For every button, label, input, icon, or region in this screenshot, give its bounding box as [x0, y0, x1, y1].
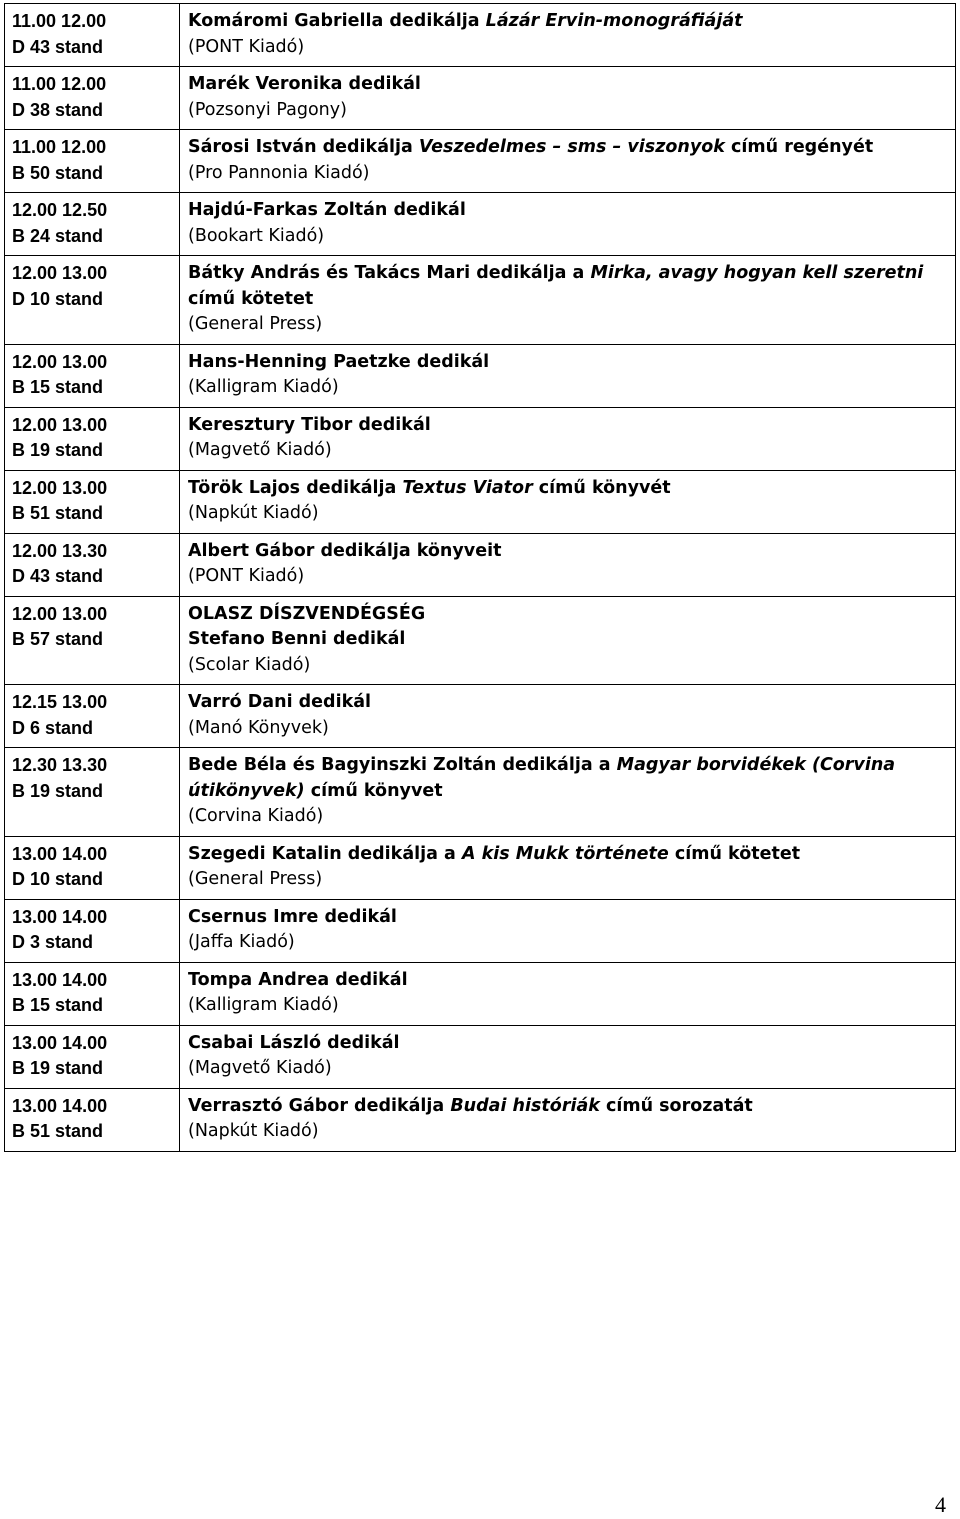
stand-location: D 38 stand: [12, 99, 104, 120]
time-cell: [5, 962, 180, 1025]
stand-location: D 6 stand: [12, 717, 94, 738]
event-line: [188, 804, 955, 830]
time-cell: [5, 748, 180, 837]
time-cell: [5, 470, 180, 533]
event-text: Bátky András és Takács Mari dedikálja a: [188, 263, 591, 283]
publisher-name: (Manó Könyvek): [188, 717, 329, 738]
schedule-row: [5, 67, 956, 130]
event-line: [188, 375, 955, 401]
publisher-name: (Magvető Kiadó): [188, 1058, 332, 1078]
event-line: [188, 1031, 955, 1057]
event-cell: [180, 1088, 956, 1151]
time-cell: [5, 67, 180, 130]
event-text: Magyar borvidékek (Corvina: [616, 755, 896, 775]
event-cell: [180, 1025, 956, 1088]
stand-location: B 19 stand: [12, 780, 104, 801]
event-text: Csernus Imre dedikál: [188, 906, 397, 927]
stand-location: B 51 stand: [12, 503, 104, 523]
schedule-row: [5, 1088, 956, 1151]
time-range: 12.00 13.00: [12, 351, 108, 372]
schedule-row: [5, 836, 956, 899]
publisher-name: (PONT Kiadó): [188, 566, 305, 586]
event-line: [188, 312, 955, 338]
stand-location: D 43 stand: [12, 566, 104, 586]
event-text: Török Lajos dedikálja: [188, 477, 403, 498]
time-cell: [5, 193, 180, 256]
publisher-name: (Jaffa Kiadó): [188, 932, 295, 952]
time-range: 13.00 14.00: [12, 1032, 108, 1053]
event-line: [188, 9, 955, 35]
publisher-name: (Corvina Kiadó): [188, 806, 324, 826]
event-line: [188, 135, 955, 161]
event-text: útikönyvek): [188, 780, 305, 801]
publisher-name: (Magvető Kiadó): [188, 440, 332, 460]
event-cell: [180, 344, 956, 407]
time-range: 12.00 12.50: [12, 200, 108, 220]
publisher-name: (PONT Kiadó): [188, 36, 305, 57]
event-text: Tompa Andrea dedikál: [188, 969, 408, 990]
event-cell: [180, 962, 956, 1025]
event-line: [188, 930, 955, 956]
event-line: [188, 993, 955, 1019]
schedule-row: [5, 962, 956, 1025]
publisher-name: (Kalligram Kiadó): [188, 377, 339, 397]
stand-location: D 10 stand: [12, 869, 104, 889]
event-text: című kötetet: [668, 843, 801, 864]
schedule-row: [5, 596, 956, 685]
time-cell: [5, 836, 180, 899]
time-range: 11.00 12.00: [12, 137, 107, 157]
stand-location: B 57 stand: [12, 629, 104, 649]
event-cell: [180, 899, 956, 962]
stand-location: D 43 stand: [12, 36, 104, 57]
event-line: [188, 968, 955, 994]
stand-location: B 19 stand: [12, 1058, 104, 1078]
time-range: 13.00 14.00: [12, 969, 108, 990]
event-line: [188, 413, 955, 439]
time-range: 12.00 13.00: [12, 477, 108, 498]
time-range: 11.00 12.00: [12, 74, 107, 94]
stand-location: B 24 stand: [12, 225, 104, 246]
time-range: 12.00 13.00: [12, 263, 108, 283]
event-text: című kötetet: [188, 288, 314, 309]
event-line: [188, 501, 955, 527]
time-cell: [5, 1025, 180, 1088]
time-range: 12.00 13.30: [12, 540, 108, 561]
event-cell: [180, 836, 956, 899]
page-number: 4: [935, 1492, 946, 1517]
schedule-row: [5, 1025, 956, 1088]
event-text: Bede Béla és Bagyinszki Zoltán dedikálja a: [188, 755, 617, 775]
schedule-row: [5, 130, 956, 193]
event-line: [188, 690, 955, 716]
event-cell: [180, 533, 956, 596]
event-cell: [180, 685, 956, 748]
event-cell: [180, 67, 956, 130]
schedule-row: [5, 533, 956, 596]
event-line: [188, 261, 955, 287]
event-line: [188, 161, 955, 187]
event-line: [188, 198, 955, 224]
schedule-row: [5, 193, 956, 256]
event-cell: [180, 256, 956, 345]
time-range: 13.00 14.00: [12, 1095, 108, 1116]
time-cell: [5, 407, 180, 470]
time-cell: [5, 685, 180, 748]
event-line: [188, 1119, 955, 1145]
event-line: [188, 564, 955, 590]
event-line: [188, 476, 955, 502]
time-cell: [5, 596, 180, 685]
stand-location: B 15 stand: [12, 377, 104, 397]
time-cell: [5, 533, 180, 596]
stand-location: B 51 stand: [12, 1121, 104, 1141]
event-line: [188, 438, 955, 464]
event-cell: [180, 407, 956, 470]
time-range: 12.15 13.00: [12, 692, 108, 712]
event-cell: [180, 4, 956, 67]
event-text: Mirka, avagy hogyan kell szeretni: [590, 263, 924, 283]
event-text: Stefano Benni dedikál: [188, 629, 406, 649]
event-line: [188, 539, 955, 565]
event-text: című könyvét: [532, 477, 671, 498]
publisher-name: (Kalligram Kiadó): [188, 995, 339, 1015]
event-text: Komáromi Gabriella dedikálja: [188, 11, 486, 31]
time-range: 11.00 12.00: [12, 11, 107, 31]
event-text: című regényét: [724, 137, 874, 157]
publisher-name: (General Press): [188, 314, 323, 334]
stand-location: D 10 stand: [12, 288, 104, 309]
event-text: Verrasztó Gábor dedikálja: [188, 1095, 451, 1116]
publisher-name: (Napkút Kiadó): [188, 1121, 319, 1141]
publisher-name: (Bookart Kiadó): [188, 225, 325, 246]
stand-location: D 3 stand: [12, 932, 94, 952]
event-line: [188, 905, 955, 931]
event-text: OLASZ DÍSZVENDÉGSÉG: [188, 603, 426, 624]
event-text: Lázár Ervin-monográfiáját: [485, 11, 743, 31]
event-text: című könyvet: [304, 780, 443, 801]
event-text: Varró Dani dedikál: [188, 692, 372, 712]
event-text: Budai históriák: [450, 1095, 600, 1116]
stand-location: B 15 stand: [12, 995, 104, 1015]
schedule-row: [5, 344, 956, 407]
event-text: Textus Viator: [402, 477, 533, 498]
time-range: 13.00 14.00: [12, 843, 108, 864]
time-range: 12.00 13.00: [12, 414, 108, 435]
event-line: [188, 602, 955, 628]
schedule-row: [5, 407, 956, 470]
time-range: 12.00 13.00: [12, 603, 108, 624]
time-range: 13.00 14.00: [12, 906, 108, 927]
event-line: [188, 716, 955, 742]
event-line: [188, 1056, 955, 1082]
event-text: című sorozatát: [599, 1095, 753, 1116]
event-line: [188, 779, 955, 805]
schedule-row: [5, 4, 956, 67]
event-text: Hans-Henning Paetzke dedikál: [188, 351, 490, 372]
event-cell: [180, 596, 956, 685]
event-text: A kis Mukk története: [461, 843, 669, 864]
publisher-name: (Pozsonyi Pagony): [188, 99, 347, 120]
event-text: Szegedi Katalin dedikálja a: [188, 843, 462, 864]
event-line: [188, 35, 955, 61]
event-line: [188, 867, 955, 893]
time-cell: [5, 256, 180, 345]
publisher-name: (Scolar Kiadó): [188, 654, 311, 675]
event-text: Albert Gábor dedikálja könyveit: [188, 540, 502, 561]
event-text: Hajdú-Farkas Zoltán dedikál: [188, 200, 466, 220]
event-text: Csabai László dedikál: [188, 1032, 400, 1053]
event-line: [188, 627, 955, 653]
event-cell: [180, 748, 956, 837]
schedule-body: [5, 4, 956, 1152]
stand-location: B 50 stand: [12, 162, 104, 183]
schedule-row: [5, 685, 956, 748]
time-cell: [5, 899, 180, 962]
event-cell: [180, 193, 956, 256]
time-cell: [5, 344, 180, 407]
time-cell: [5, 4, 180, 67]
publisher-name: (Pro Pannonia Kiadó): [188, 162, 370, 183]
schedule-row: [5, 470, 956, 533]
schedule-row: [5, 256, 956, 345]
time-cell: [5, 130, 180, 193]
event-line: [188, 350, 955, 376]
event-line: [188, 842, 955, 868]
event-text: Veszedelmes – sms – viszonyok: [418, 137, 725, 157]
schedule-row: [5, 899, 956, 962]
event-text: Sárosi István dedikálja: [188, 137, 419, 157]
event-line: [188, 753, 955, 779]
event-line: [188, 287, 955, 313]
event-line: [188, 224, 955, 250]
event-line: [188, 98, 955, 124]
publisher-name: (Napkút Kiadó): [188, 503, 319, 523]
event-line: [188, 72, 955, 98]
event-cell: [180, 470, 956, 533]
event-cell: [180, 130, 956, 193]
event-line: [188, 653, 955, 679]
schedule-row: [5, 748, 956, 837]
time-range: 12.30 13.30: [12, 755, 108, 775]
stand-location: B 19 stand: [12, 440, 104, 460]
event-text: Keresztury Tibor dedikál: [188, 414, 431, 435]
event-text: Marék Veronika dedikál: [188, 74, 421, 94]
publisher-name: (General Press): [188, 869, 323, 889]
schedule-table: [4, 3, 956, 1152]
time-cell: [5, 1088, 180, 1151]
event-line: [188, 1094, 955, 1120]
